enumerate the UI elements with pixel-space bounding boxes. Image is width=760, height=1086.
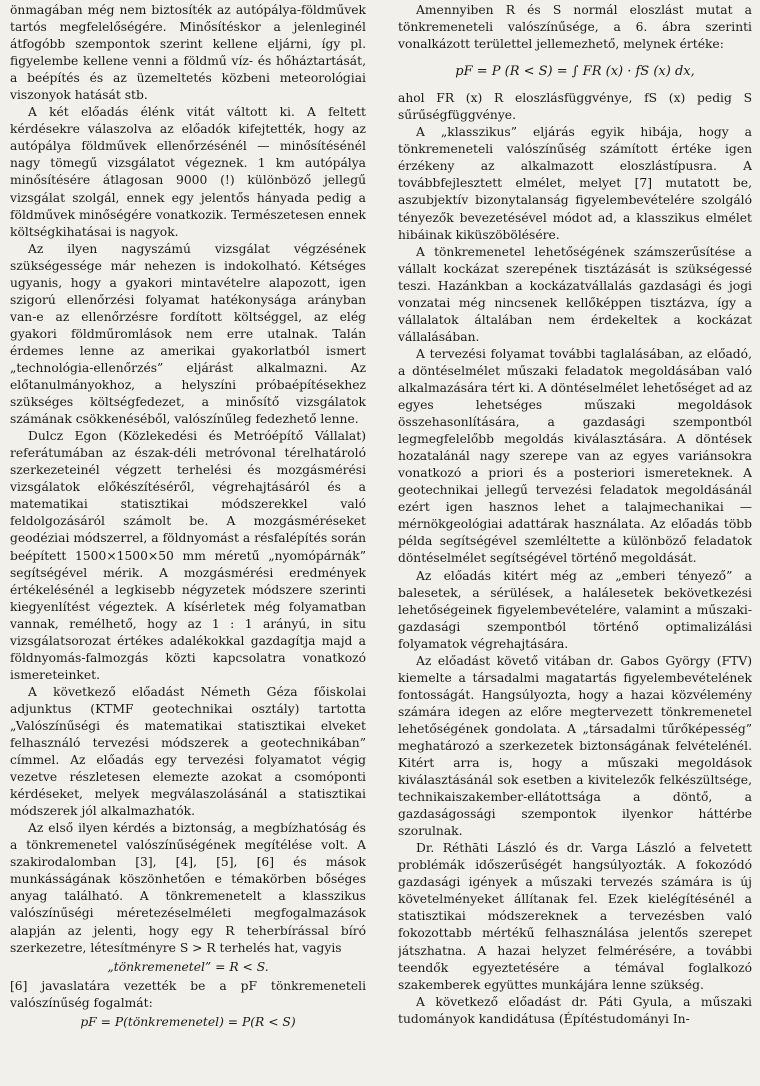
paragraph: [6] javaslatára vezették be a pF tönkremeneteli valószínűség fogalmát: (10, 978, 366, 1010)
paragraph: ahol FR (x) R eloszlásfüggvénye, fS (x) pedig S sűrűségfüggvénye. (398, 91, 752, 123)
paragraph: Dr. Réthāti László és dr. Varga László a felvetett problémák időszerűségét hangsúlyozták. A fokozódó gazdasági igények a műszaki tervezés számára is új követelményeket állítanak fel. Ezek kielégítésénél a statisztikai módszereknek a tervezésben való fokozottabb mértékű felhasználása jelentős szerepet játszhatna. A hazai helyzet felmérésére, a további teendők egyeztetésére a témával foglalkozó szakemberek együttes munkájára lenne szükség. (398, 841, 752, 992)
paragraph: Az ilyen nagyszámú vizsgálat végzésének szükségessége már nehezen is indokolható. Kétséges ugyanis, hogy a gyakori mintavételre alapozott, igen szigorú ellenőrzési folyamat hatékonysága arányban van-e az ellenőrzésre fordított költséggel, az elég gyakori földműromlások nem erre utalnak. Talán érdemes lenne az amerikai gyakorlatból ismert „technológia-ellenőrzés” eljárást alkalmazni. Az előtanulmányokhoz, a helyszíni próbaépítésekhez szükséges költségfedezet, a minősítő vizsgálatok számának csökkenéséből, valószínűleg fedezhető lenne. (10, 241, 366, 427)
left-column (10, 2, 366, 1080)
paragraph: A két előadás élénk vitát váltott ki. A feltett kérdésekre válaszolva az előadók kifejtették, hogy az autópálya földművek ellenőrzésénél — minősítésénél nagy tömegű vizsgálatot végeznek. 1 km autópálya minősítésére átlagosan 9000 (!) különböző jellegű vizsgálat szolgál, ennek egy jelentős hányada pedig a földművek minőségére vonatkozik. Természetesen ennek költségkihatásai is nagyok. (10, 105, 366, 239)
formula-integral: pF = P (R < S) = ∫ FR (x) · fS (x) dx, (455, 64, 695, 80)
paragraph: Az előadás kitért még az „emberi tényező” a balesetek, a sérülések, a halálesetek bekövetkezési lehetőségeinek figyelembevételére, valamint a műszaki-gazdasági szempontból történő optimalizálási folyamatok végrehajtására. (398, 568, 752, 651)
paragraph: Dulcz Egon (Közlekedési és Metróépítő Vállalat) referátumában az észak-déli metróvonal térelhatároló szerkezeteinél végzett terhelési és mozgásmérési vizsgálatok előkészítéséről, végrehajtásáról és a matematikai statisztikai módszerekkel való feldolgozásáról számolt be. A mozgásméréseket geodéziai módszerrel, a földnyomást a résfalépítés során beépített 1500×1500×50 mm méretű „nyomópárnák” segítségével mérik. A mozgásmérési eredmények értékelésénél a legkisebb négyzetek módszere szerinti kiegyenlítést végeztek. A kísérletek még folyamatban vannak, remélhető, hogy az 1 : 1 arányú, in situ vizsgálatsorozat értékes adalékokkal gazdagítja majd a földnyomás-falmozgás közti kapcsolatra vonatkozó ismereteinket. (10, 429, 366, 682)
column-gutter (382, 0, 383, 1086)
paragraph: A következő előadást Németh Géza főiskolai adjunktus (KTMF geotechnikai osztály) tartotta „Valószínűségi és matematikai statisztikai elveket felhasználó tervezési módszerek a geotechnikában” címmel. Az előadás egy tervezési folyamatot végig vezetve részletesen elemezte azokat a csomóponti kérdéseket, melyek megválaszolásánál a statisztikai módszerek jól alkalmazhatók. (10, 684, 366, 819)
paragraph: A következő előadást dr. Páti Gyula, a műszaki tudományok kandidátusa (Építéstudományi In- (398, 994, 752, 1026)
paragraph: Amennyiben R és S normál eloszlást mutat a tönkremeneteli valószínűsége, a 6. ábra szerinti vonalkázott területtel jellemezhető, melynek értéke: (398, 3, 752, 52)
paragraph: Az első ilyen kérdés a biztonság, a megbízhatóság és a tönkremenetel valószínűségének megítélése volt. A szakirodalomban [3], [4], [5], [6] és mások munkásságának köszönhetően e témakörben bőséges anyag található. A tönkremenetelt a klasszikus valószínűségi méretezéselméleti megfogalmazások alapján az jelenti, hogy egy R teherbírással bíró szerkezetre, létesítményre S > R terhelés hat, vagyis (10, 821, 366, 955)
paragraph: A „klasszikus” eljárás egyik hibája, hogy a tönkremeneteli valószínűség számított értéke igen érzékeny az alkalmazott eloszlástípusra. A továbbfejlesztett elmélet, melyet [7] mutatott be, aszubjektív bizonytalanság figyelembevételére szolgáló tényezők bevezetésével módot ad, a klasszikus elmélet hibáinak kiküszöbölésére. (398, 125, 752, 242)
paragraph: Az előadást követő vitában dr. Gabos György (FTV) kiemelte a társadalmi magatartás figyelembevételének fontosságát. Hangsúlyozta, hogy a hazai közvélemény számára idegen az előre megtervezett tönkremenetel lehetőségének gondolata. A „társadalmi tűrőképesség” meghatározó a szerkezetek biztonságának felvételénél. Kitért arra is, hogy a műszaki megoldások kiválasztásánál sok esetben a kivitelezők felkészültsége, technikaiszakember-ellátottsága a döntő, a gazdaságossági szempontok ilyenkor háttérbe szorulnak. (398, 653, 752, 839)
formula-failure-probability: pF = P(tönkremenetel) = P(R < S) (80, 1014, 296, 1029)
paragraph: A tervezési folyamat további taglalásában, az előadó, a döntéselmélet műszaki feladatok megoldásában való alkalmazására tért ki. A döntéselmélet lehetőséget ad az egyes lehetséges műszaki megoldások összehasonlítására, a gazdasági szempontból legmegfelelőbb megoldás kiválasztására. A döntések hozatalánál nagy szerepe van az egyes variánsokra vonatkozó a priori és a posteriori ismereteknek. A geotechnikai jellegű tervezési feladatok megoldásánál ezért igen hasznos lehet a talajmechanikai — mérnökgeológiai adattárak használata. Az előadás több példa segítségével szemléltette a különböző feladatok döntéselmélet segítségével történő megoldását. (398, 346, 752, 566)
paragraph: önmagában még nem biztosíték az autópálya-földművek tartós megfelelőségére. Minősítéskor a jelenleginél átfogóbb szempontok szerint kellene eljárni, így pl. figyelembe kellene venni a földmű víz- és hőháztartását, a beépítés és az üzemeltetés közbeni meteorológiai viszonyok hatását stb. (10, 3, 366, 103)
formula-failure-definition: „tönkremenetel” = R < S. (107, 959, 269, 974)
paragraph: A tönkremenetel lehetőségének számszerűsítése a vállalt kockázat szerepének tisztázását is szükségessé teszi. Hazánkban a kockázatvállalás gazdasági és jogi vonzatai még nincsenek kellőképpen tisztázva, így a vállalatok általában nem érdekeltek a kockázat vállalásában. (398, 244, 752, 344)
right-column (398, 2, 752, 1080)
